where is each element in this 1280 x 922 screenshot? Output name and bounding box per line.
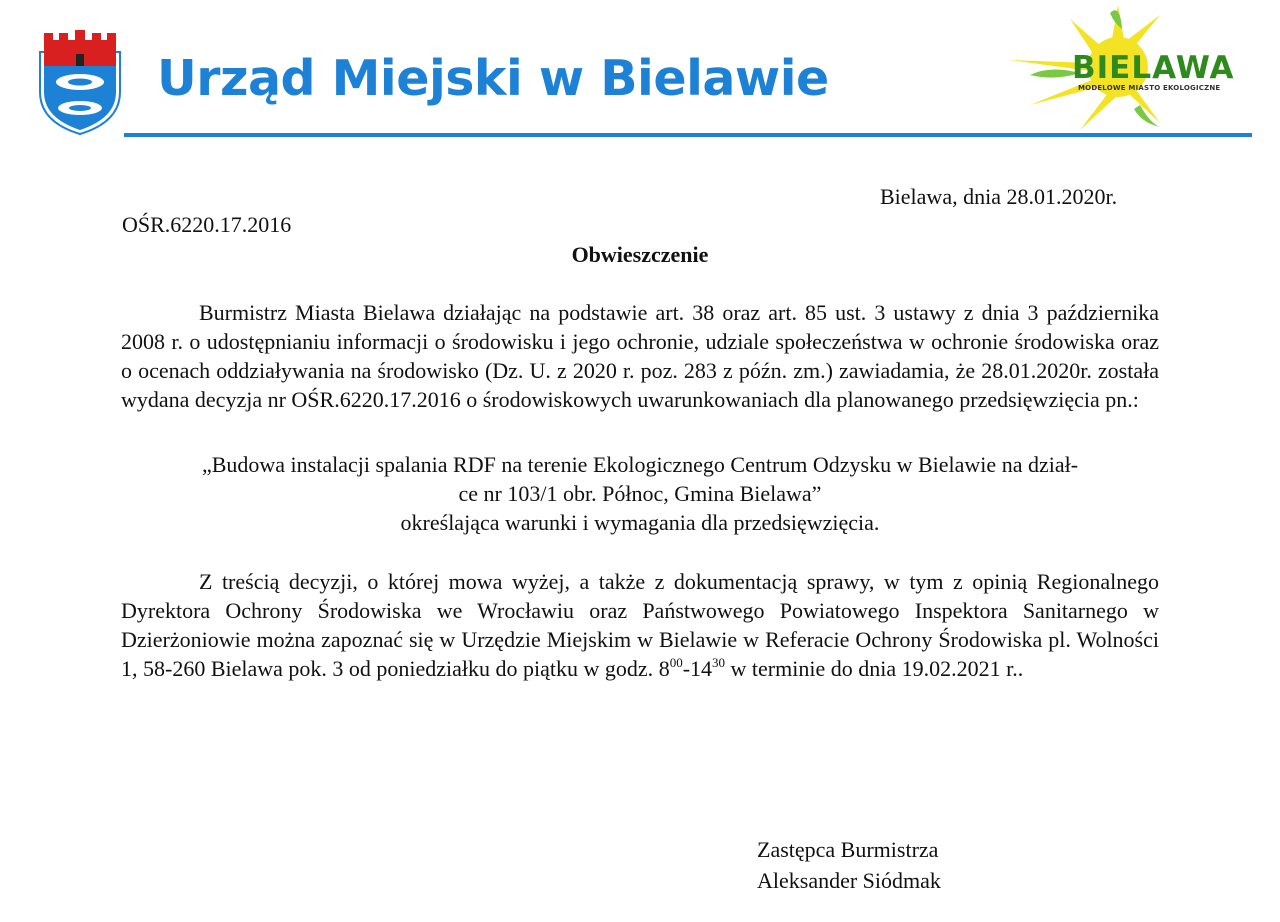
hours-start: 8 bbox=[658, 656, 670, 681]
hours-start-minutes: 00 bbox=[669, 654, 683, 670]
logo-subtitle: MODELOWE MIASTO EKOLOGICZNE bbox=[1078, 84, 1221, 92]
hours-end: 14 bbox=[690, 656, 713, 681]
town-crest-icon bbox=[38, 30, 122, 136]
signatory-role: Zastępca Burmistrza bbox=[757, 837, 939, 862]
signatory-name: Aleksander Siódmak bbox=[757, 868, 941, 893]
signature-block bbox=[757, 834, 941, 896]
logo-wordmark: BIELAWA bbox=[1072, 50, 1235, 86]
project-block bbox=[121, 450, 1159, 537]
project-note: określająca warunki i wymagania dla przedsięwzięcia. bbox=[400, 510, 880, 535]
hours-end-minutes: 30 bbox=[712, 654, 726, 670]
document-date: Bielawa, dnia 28.01.2020r. bbox=[880, 184, 1118, 209]
office-title: Urząd Miejski w Bielawie bbox=[157, 50, 829, 107]
access-paragraph-text: Z treścią decyzji, o której mowa wyżej, a także z dokumentacją sprawy, w tym z opinią Regionalnego Dyrektora Ochrony Środowiska we Wrocławiu oraz Państwowego Powiatowego Inspektora Sanitarnego w Dzierżoniowie można zapoznać się w Urzędzie Miejskim w Bielawie w Referacie Ochrony Środowiska pl. Wolności 1, 58-260 Bielawa pok. 3 od poniedziałku do piątku w godz. bbox=[121, 569, 1159, 681]
access-paragraph bbox=[121, 567, 1159, 683]
access-deadline: w terminie do dnia 19.02.2021 r.. bbox=[730, 656, 1024, 681]
reference-number: OŚR.6220.17.2016 bbox=[122, 212, 292, 237]
announcement-paragraph: Burmistrz Miasta Bielawa działając na podstawie art. 38 oraz art. 85 ust. 3 ustawy z dnia 3 października 2008 r. o udostępnianiu informacji o środowisku i jego ochronie, udziale społeczeństwa w ochronie środowiska oraz o ocenach oddziaływania na środowisko (Dz. U. z 2020 r. poz. 283 z późn. zm.) zawiadamia, że 28.01.2020r. została wydana decyzja nr OŚR.6220.17.2016 o środowiskowych uwarunkowaniach dla planowanego przedsięwzięcia pn.: bbox=[121, 300, 1159, 412]
hours-separator: - bbox=[682, 656, 691, 681]
document-title: Obwieszczenie bbox=[571, 242, 709, 267]
header-divider bbox=[124, 133, 1252, 137]
project-name-line-1: „Budowa instalacji spalania RDF na terenie Ekologicznego Centrum Odzysku w Bielawie na dział- bbox=[201, 452, 1079, 477]
project-name-line-2: ce nr 103/1 obr. Północ, Gmina Bielawa” bbox=[458, 481, 822, 506]
